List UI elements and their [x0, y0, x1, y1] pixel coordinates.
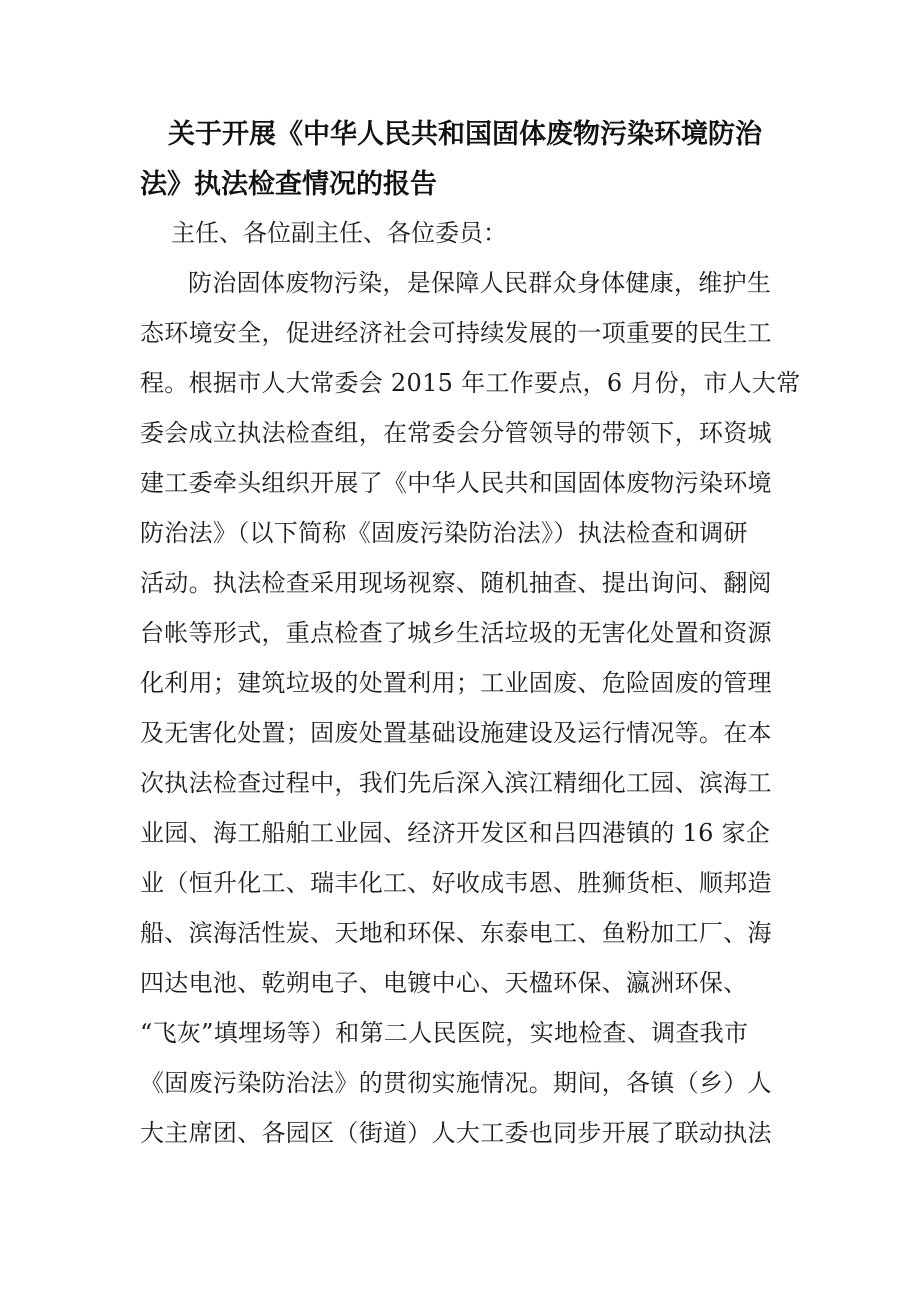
body-line: 化利用；建筑垃圾的处置利用；工业固废、危险固废的管理: [140, 669, 772, 697]
body-line: 建工委牵头组织开展了《中华人民共和国固体废物污染环境: [140, 469, 772, 497]
body-line: 防治法》（以下简称《固废污染防治法》）执法检查和调研: [140, 519, 748, 547]
body-line: 及无害化处置；固废处置基础设施建设及运行情况等。在本: [140, 719, 772, 747]
salutation: 主任、各位副主任、各位委员：: [171, 219, 507, 247]
body-line: 《固废污染防治法》的贯彻实施情况。期间，各镇（乡）人: [140, 1069, 772, 1097]
body-line: 台帐等形式，重点检查了城乡生活垃圾的无害化处置和资源: [140, 619, 772, 647]
body-line: 船、滨海活性炭、天地和环保、东泰电工、鱼粉加工厂、海: [140, 919, 772, 947]
body-line: 业园、海工船舶工业园、经济开发区和吕四港镇的 16 家企: [140, 819, 771, 847]
document-title-line-1: 关于开展《中华人民共和国固体废物污染环境防治: [168, 119, 762, 150]
body-line: 业（恒升化工、瑞丰化工、好收成韦恩、胜狮货柜、顺邦造: [140, 869, 772, 897]
body-line: “飞灰”填埋场等）和第二人民医院，实地检查、调查我市: [140, 1019, 749, 1047]
body-line: 次执法检查过程中，我们先后深入滨江精细化工园、滨海工: [140, 769, 772, 797]
body-line: 态环境安全，促进经济社会可持续发展的一项重要的民生工: [140, 319, 772, 347]
body-line: 大主席团、各园区（街道）人大工委也同步开展了联动执法: [140, 1119, 772, 1147]
body-line: 防治固体废物污染，是保障人民群众身体健康，维护生: [188, 269, 772, 297]
body-line: 活动。执法检查采用现场视察、随机抽查、提出询问、翻阅: [140, 569, 772, 597]
body-line: 程。根据市人大常委会 2015 年工作要点，6 月份，市人大常: [140, 369, 801, 397]
document-title-line-2: 法》执法检查情况的报告: [140, 169, 437, 200]
body-line: 委会成立执法检查组，在常委会分管领导的带领下，环资城: [140, 419, 772, 447]
body-line: 四达电池、乾朔电子、电镀中心、天楹环保、瀛洲环保、: [140, 969, 748, 997]
